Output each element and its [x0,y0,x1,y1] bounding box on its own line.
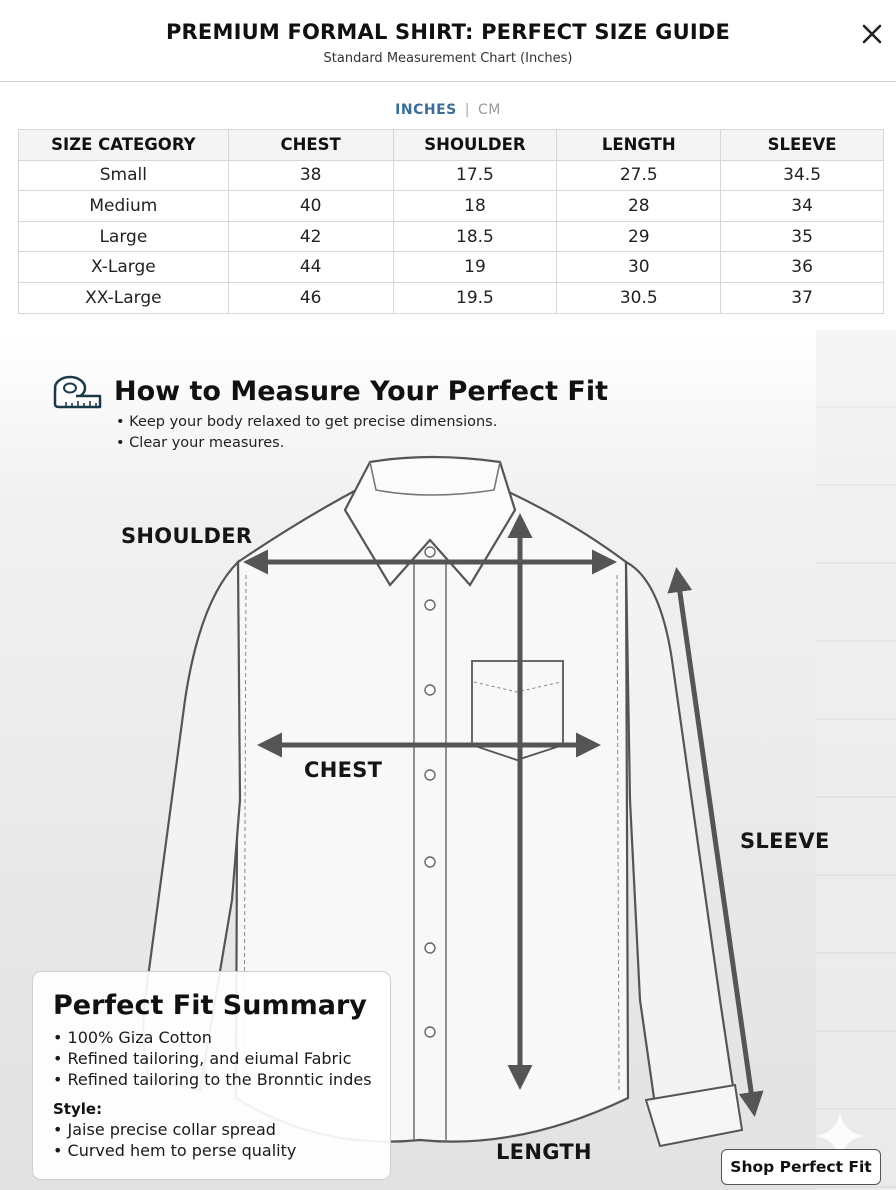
unit-toggle [0,102,896,118]
size-table [18,129,884,314]
table-cell: 30 [557,252,721,283]
table-cell: 27.5 [557,160,721,191]
table-cell: Large [19,221,229,252]
style-list [53,1119,372,1161]
shirt-button [425,943,435,953]
page-subtitle: Standard Measurement Chart (Inches) [323,51,573,66]
table-cell: 40 [228,191,393,222]
table-cell: 42 [228,221,393,252]
unit-cm-option[interactable]: CM [477,102,501,118]
list-item: • Refined tailoring to the Bronntic indes [53,1070,372,1089]
table-cell: 36 [721,252,884,283]
measuring-tape-icon [52,374,104,410]
table-row [19,282,884,313]
close-icon [858,20,886,48]
close-button[interactable] [858,20,886,48]
page-title: PREMIUM FORMAL SHIRT: PERFECT SIZE GUIDE [165,20,731,44]
table-cell: Small [19,160,229,191]
table-cell: 37 [721,282,884,313]
table-cell: 44 [228,252,393,283]
list-item: • Jaise precise collar spread [53,1120,276,1139]
table-cell: 34.5 [721,160,884,191]
table-cell: 28 [557,191,721,222]
modal-header [0,0,896,82]
unit-separator: | [464,102,470,118]
measure-heading: How to Measure Your Perfect Fit [114,376,609,407]
table-row [19,191,884,222]
table-row [19,252,884,283]
table-row [19,160,884,191]
chest-label: CHEST [304,758,383,782]
list-item: • Refined tailoring, and eiumal Fabric [53,1049,352,1068]
shirt-button [425,857,435,867]
table-cell: XX-Large [19,282,229,313]
table-cell: 38 [228,160,393,191]
unit-inches-option[interactable]: INCHES [395,102,457,118]
table-cell: 34 [721,191,884,222]
table-cell: Medium [19,191,229,222]
measure-tip: • Clear your measures. [116,435,285,451]
table-cell: 35 [721,221,884,252]
table-cell: 19 [393,252,557,283]
table-cell: 17.5 [393,160,557,191]
sleeve-label: SLEEVE [740,829,830,853]
table-cell: 18 [393,191,557,222]
style-heading: Style: [53,1100,103,1118]
column-header: SIZE CATEGORY [19,130,229,161]
table-row [19,221,884,252]
list-item: • Curved hem to perse quality [53,1141,297,1160]
table-cell: 46 [228,282,393,313]
feature-list [53,1027,372,1090]
table-cell: X-Large [19,252,229,283]
column-header: LENGTH [557,130,721,161]
shirt-button [425,547,435,557]
table-header-row [19,130,884,161]
table-cell: 30.5 [557,282,721,313]
column-header: CHEST [228,130,393,161]
shoulder-label: SHOULDER [121,524,253,548]
shirt-button [425,1027,435,1037]
shirt-button [425,770,435,780]
shop-perfect-fit-button[interactable]: Shop Perfect Fit [721,1149,881,1185]
table-cell: 29 [557,221,721,252]
table-cell: 18.5 [393,221,557,252]
summary-title: Perfect Fit Summary [53,990,367,1021]
column-header: SLEEVE [721,130,884,161]
column-header: SHOULDER [393,130,557,161]
length-label: LENGTH [496,1140,592,1164]
measure-tip: • Keep your body relaxed to get precise dimensions. [116,414,498,430]
shirt-button [425,685,435,695]
table-cell: 19.5 [393,282,557,313]
fit-summary-card [32,971,391,1180]
shirt-button [425,600,435,610]
list-item: • 100% Giza Cotton [53,1028,212,1047]
